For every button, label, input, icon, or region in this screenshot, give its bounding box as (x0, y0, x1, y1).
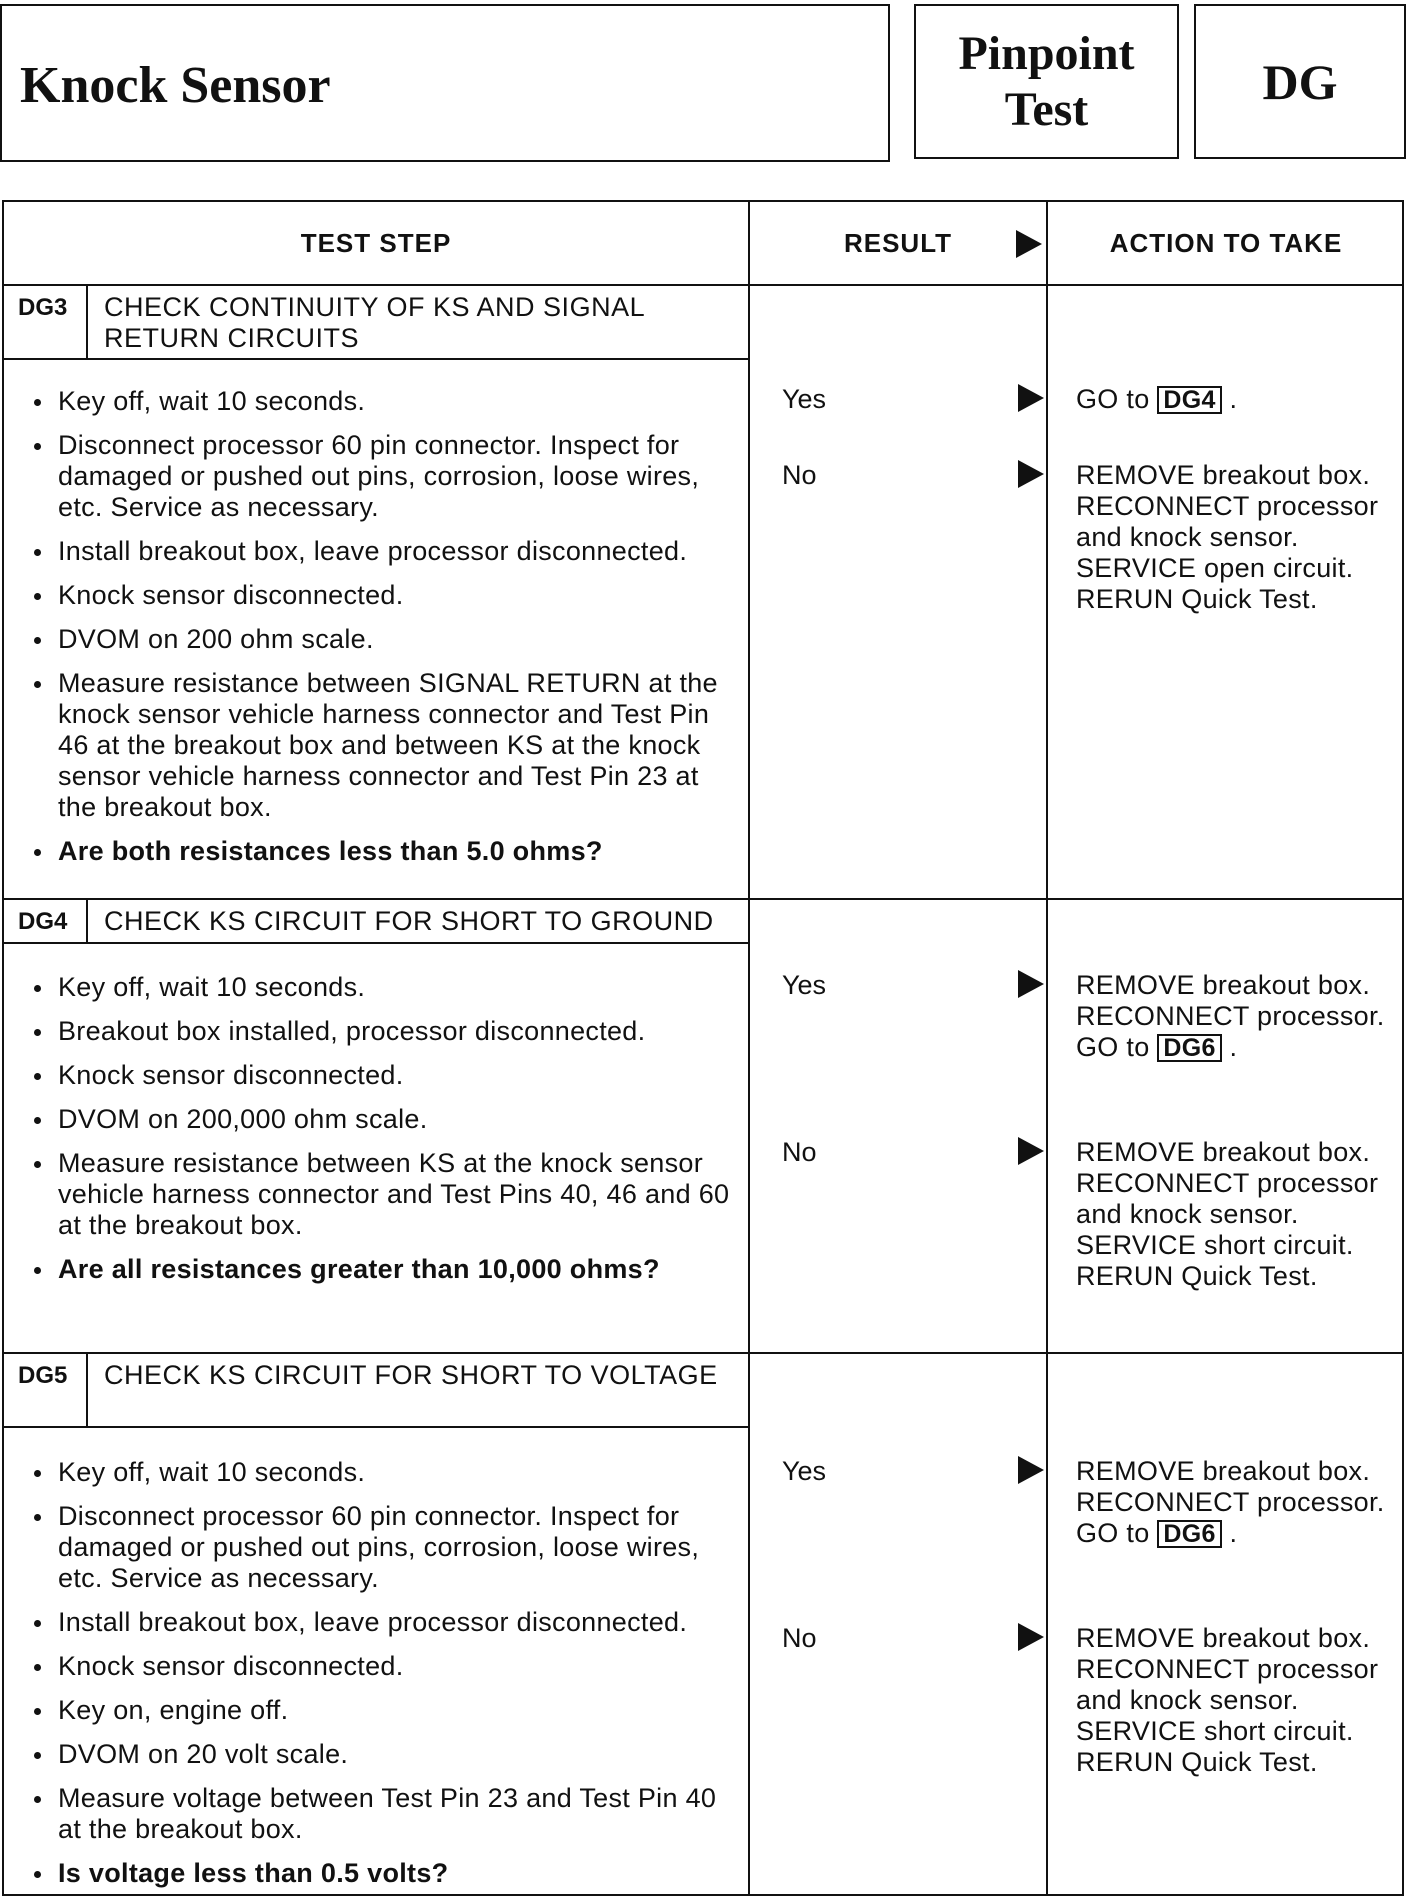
test-code: DG (1262, 53, 1338, 110)
arrow-right-icon (1018, 1456, 1044, 1484)
action-yes (1076, 970, 1406, 1063)
instruction-item: Knock sensor disconnected. (4, 1651, 744, 1682)
instruction-item: DVOM on 20 volt scale. (4, 1739, 744, 1770)
step-instructions-dg3 (4, 386, 744, 880)
instruction-item: Measure resistance between SIGNAL RETURN at the knock sensor vehicle harness connector and Test Pin 46 at the breakout box and between KS at the knock sensor vehicle harness connector and Test Pin 23 at the breakout box. (4, 668, 744, 823)
step-title: CHECK CONTINUITY OF KS AND SIGNAL RETURN CIRCUITS (104, 292, 645, 353)
action-text: REMOVE breakout box. RECONNECT processor. GO to (1076, 1456, 1385, 1548)
step-title: CHECK KS CIRCUIT FOR SHORT TO VOLTAGE (104, 1360, 718, 1390)
arrow-right-icon (1018, 384, 1044, 412)
step-title: CHECK KS CIRCUIT FOR SHORT TO GROUND (104, 906, 714, 936)
arrow-right-icon (1018, 460, 1044, 488)
action-yes (1076, 1456, 1406, 1549)
action-punct: . (1229, 384, 1238, 414)
action-punct: . (1229, 1518, 1238, 1548)
instruction-item: Key off, wait 10 seconds. (4, 972, 744, 1003)
instruction-item: Key off, wait 10 seconds. (4, 386, 744, 417)
instruction-item: Breakout box installed, processor disconnected. (4, 1016, 744, 1047)
step-question: Are both resistances less than 5.0 ohms? (4, 836, 744, 867)
result-yes: Yes (782, 970, 827, 1000)
action-text: GO to (1076, 384, 1150, 414)
instruction-item: Key on, engine off. (4, 1695, 744, 1726)
result-no: No (782, 460, 817, 490)
step-instructions-dg4 (4, 972, 744, 1298)
result-no: No (782, 1137, 817, 1167)
arrow-right-icon (1018, 1137, 1044, 1165)
instruction-item: DVOM on 200 ohm scale. (4, 624, 744, 655)
action-no: REMOVE breakout box. RECONNECT processor and knock sensor. SERVICE short circuit. RERUN Quick Test. (1076, 1623, 1379, 1777)
instruction-item: Measure resistance between KS at the knock sensor vehicle harness connector and Test Pins 40, 46 and 60 at the breakout box. (4, 1148, 744, 1241)
instruction-item: Knock sensor disconnected. (4, 580, 744, 611)
step-question: Is voltage less than 0.5 volts? (4, 1858, 744, 1889)
step-question: Are all resistances greater than 10,000 ohms? (4, 1254, 744, 1285)
instruction-item: Knock sensor disconnected. (4, 1060, 744, 1091)
action-text: REMOVE breakout box. RECONNECT processor. GO to (1076, 970, 1385, 1062)
column-header-test-step: TEST STEP (300, 227, 452, 258)
instruction-item: Install breakout box, leave processor disconnected. (4, 1607, 744, 1638)
step-reference: DG6 (1157, 1520, 1221, 1548)
column-header-action: ACTION TO TAKE (1109, 227, 1343, 258)
step-instructions-dg5 (4, 1457, 744, 1902)
page-title: Knock Sensor (20, 57, 331, 114)
arrow-right-icon (1018, 1623, 1044, 1651)
instruction-item: Disconnect processor 60 pin connector. Inspect for damaged or pushed out pins, corrosion, loose wires, etc. Service as necessary. (4, 430, 744, 523)
step-reference: DG4 (1157, 386, 1221, 414)
instruction-item: DVOM on 200,000 ohm scale. (4, 1104, 744, 1135)
action-no: REMOVE breakout box. RECONNECT processor and knock sensor. SERVICE open circuit. RERUN Quick Test. (1076, 460, 1379, 614)
arrow-right-icon (1016, 230, 1042, 258)
instruction-item: Install breakout box, leave processor disconnected. (4, 536, 744, 567)
step-header-dg3 (4, 286, 748, 360)
step-id: DG4 (4, 900, 88, 942)
test-code-box (1194, 4, 1406, 159)
pinpoint-table (2, 200, 1404, 1896)
column-header-result (750, 202, 1046, 284)
instruction-item: Disconnect processor 60 pin connector. Inspect for damaged or pushed out pins, corrosion, loose wires, etc. Service as necessary. (4, 1501, 744, 1594)
arrow-right-icon (1018, 970, 1044, 998)
action-yes (1076, 384, 1406, 415)
result-header-label: RESULT (843, 227, 953, 258)
column-divider (748, 202, 750, 1894)
title-box (0, 4, 890, 162)
action-no: REMOVE breakout box. RECONNECT processor and knock sensor. SERVICE short circuit. RERUN Quick Test. (1076, 1137, 1379, 1291)
instruction-item: Measure voltage between Test Pin 23 and Test Pin 40 at the breakout box. (4, 1783, 744, 1845)
step-header-dg5 (4, 1354, 748, 1428)
step-id: DG5 (4, 1354, 88, 1426)
result-no: No (782, 1623, 817, 1653)
step-id: DG3 (4, 286, 88, 358)
action-punct: . (1229, 1032, 1238, 1062)
instruction-item: Key off, wait 10 seconds. (4, 1457, 744, 1488)
pinpoint-label: Pinpoint (958, 26, 1135, 80)
column-divider (1046, 202, 1048, 1894)
pinpoint-test-box (914, 4, 1179, 159)
step-reference: DG6 (1157, 1034, 1221, 1062)
result-yes: Yes (782, 384, 827, 414)
test-label: Test (1004, 82, 1089, 136)
result-yes: Yes (782, 1456, 827, 1486)
step-header-dg4 (4, 900, 748, 944)
